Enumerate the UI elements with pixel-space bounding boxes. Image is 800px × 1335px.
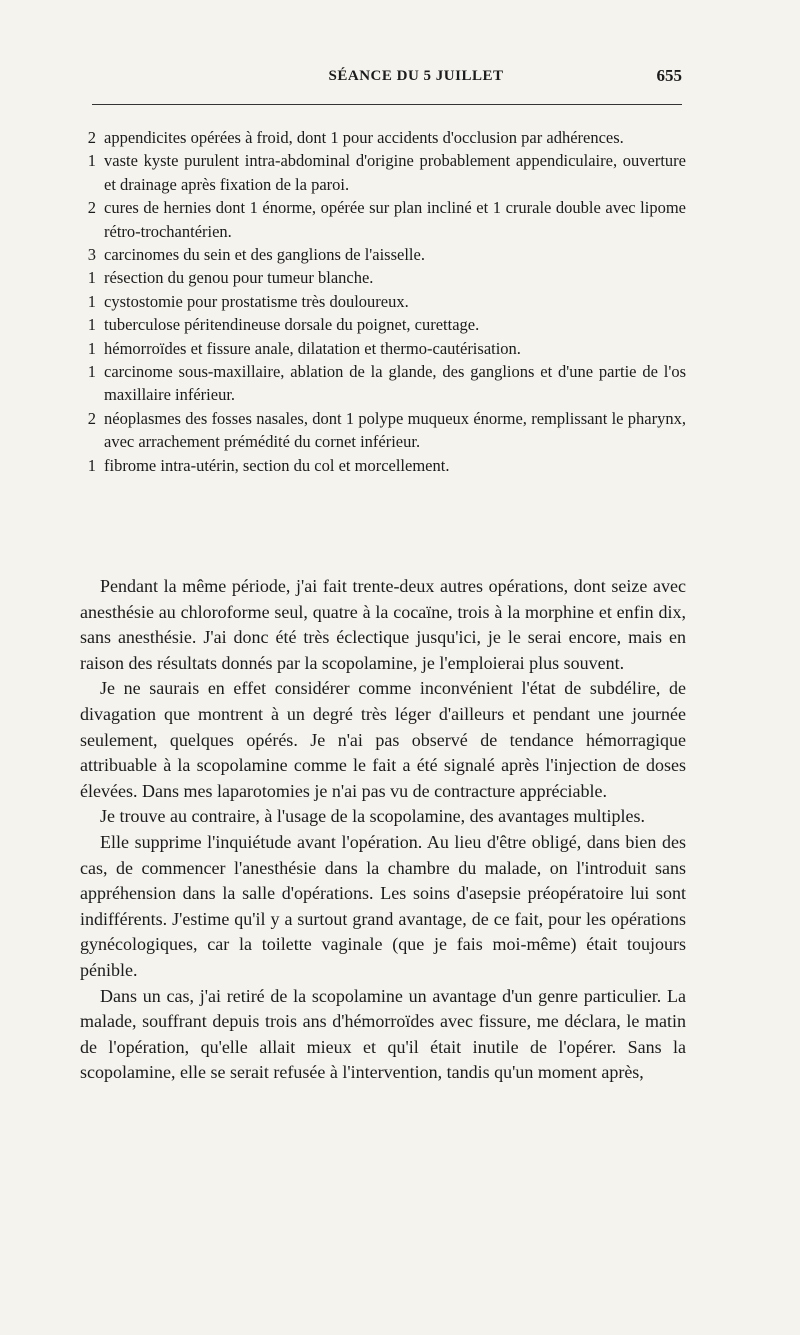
list-item [80, 407, 686, 454]
item-count: 1 [87, 455, 96, 475]
list-item [80, 126, 686, 149]
item-text: carcinome sous-maxillaire, ablation de la glande, des ganglions et d'une partie de l'os maxillaire inférieur. [104, 362, 686, 405]
item-count: 1 [87, 151, 96, 171]
list-item [80, 149, 686, 196]
list-item [80, 454, 686, 477]
paragraph: Dans un cas, j'ai retiré de la scopolamine un avantage d'un genre particulier. La malade, souffrant depuis trois ans d'hémorroïdes avec fissure, me déclara, le matin de l'opération, qu'elle allait mieux et qu'il était inutile de l'opérer. Sans la scopolamine, elle se serait refusée à l'intervention, tandis qu'un moment après, [80, 985, 686, 1083]
item-text: cures de hernies dont 1 énorme, opérée sur plan incliné et 1 crurale double avec lipome rétro-trochantérien. [104, 198, 686, 241]
list-item [80, 337, 686, 360]
item-count: 3 [87, 245, 96, 265]
item-count: 1 [87, 268, 96, 288]
paragraph: Elle supprime l'inquiétude avant l'opération. Au lieu d'être obligé, dans bien des cas, de commencer l'anesthésie dans la chambre du malade, on l'introduit sans appréhension dans la salle d'opérations. Les soins d'asepsie préopératoire lui sont indifférents. J'estime qu'il y a surtout grand avantage, de ce fait, pour les opérations gynécologiques, car la toilette vaginale (que je fais moi-même) était toujours pénible. [80, 831, 686, 980]
list-item [80, 290, 686, 313]
item-count: 2 [87, 128, 96, 147]
running-header [90, 68, 682, 94]
body-text [80, 574, 686, 1086]
item-text: tuberculose péritendineuse dorsale du poignet, curettage. [104, 315, 480, 335]
running-title: SÉANCE DU 5 JUILLET [328, 68, 504, 84]
item-text: hémorroïdes et fissure anale, dilatation et thermo-cautérisation. [104, 338, 521, 358]
item-count: 1 [87, 315, 96, 335]
item-count: 1 [87, 338, 96, 358]
list-item [80, 196, 686, 243]
list-item [80, 360, 686, 407]
item-count: 1 [87, 362, 96, 382]
item-count: 1 [87, 291, 96, 311]
list-item [80, 313, 686, 336]
paragraph: Je trouve au contraire, à l'usage de la scopolamine, des avantages multiples. [100, 806, 646, 827]
item-text: néoplasmes des fosses nasales, dont 1 polype muqueux énorme, remplissant le pharynx, avec arrachement prémédité du cornet inférieur. [104, 408, 686, 452]
item-text: vaste kyste purulent intra-abdominal d'origine probablement appendiculaire, ouverture et drainage après fixation de la paroi. [104, 151, 686, 194]
header-rule [92, 104, 682, 105]
item-text: fibrome intra-utérin, section du col et morcellement. [104, 455, 450, 475]
paragraph: Pendant la même période, j'ai fait trente-deux autres opérations, dont seize avec anesthésie au chloroforme seul, quatre à la cocaïne, trois à la morphine et enfin dix, sans anesthésie. J'ai donc été très éclectique jusqu'ici, je le serai encore, mais en raison des résultats donnés par la scopolamine, je l'emploierai plus souvent. [80, 576, 686, 673]
item-text: résection du genou pour tumeur blanche. [104, 268, 374, 288]
item-text: appendicites opérées à froid, dont 1 pour accidents d'occlusion par adhérences. [104, 128, 624, 147]
item-count: 2 [87, 198, 96, 218]
page-number: 655 [656, 66, 682, 85]
item-text: cystostomie pour prostatisme très douloureux. [104, 291, 409, 311]
list-item [80, 266, 686, 289]
item-count: 2 [87, 408, 96, 428]
list-item [80, 243, 686, 266]
item-text: carcinomes du sein et des ganglions de l'aisselle. [104, 245, 425, 265]
operations-list [80, 126, 686, 477]
paragraph: Je ne saurais en effet considérer comme inconvénient l'état de subdélire, de divagation que montrent à un degré très léger d'ailleurs et pendant une journée seulement, quelques opérés. Je n'ai pas observé de tendance hémorragique attribuable à la scopolamine comme le fait a été signalé après l'injection de doses élevées. Dans mes laparotomies je n'ai pas vu de contracture appréciable. [80, 678, 686, 801]
